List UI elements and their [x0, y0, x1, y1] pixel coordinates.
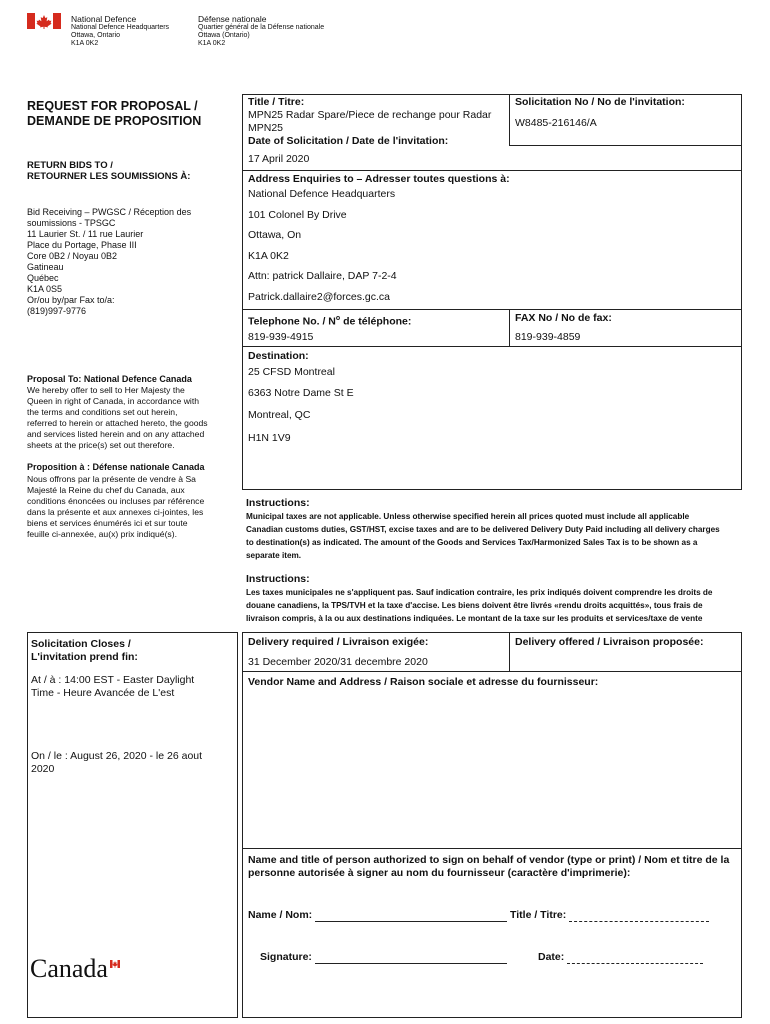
- date-of-solicitation-label: Date of Solicitation / Date de l'invitation:: [248, 135, 449, 147]
- destination-line: Montreal, QC: [248, 409, 311, 421]
- destination-line: 6363 Notre Dame St E: [248, 387, 354, 399]
- proposal-to-fr-heading: Proposition à : Défense nationale Canada: [27, 462, 205, 472]
- fax-value: 819-939-4859: [515, 331, 581, 343]
- telephone-label-post: de téléphone:: [340, 315, 412, 328]
- destination-label: Destination:: [248, 350, 309, 362]
- delivery-required-value: 31 December 2020/31 decembre 2020: [248, 656, 428, 668]
- title-label: Title / Titre:: [248, 96, 305, 108]
- enquiries-line: National Defence Headquarters: [248, 188, 396, 200]
- solicitation-number-value: W8485-216146/A: [515, 117, 597, 129]
- closing-date: On / le : August 26, 2020 - le 26 aout 2020: [31, 750, 203, 775]
- header-en-dept: National Defence: [71, 14, 137, 24]
- enquiries-line: 101 Colonel By Drive: [248, 209, 347, 221]
- header-en-line: Ottawa, Ontario: [71, 32, 121, 39]
- closing-time: At / à : 14:00 EST - Easter Daylight Time - Heure Avancée de L'est: [31, 674, 195, 699]
- telephone-label: [248, 313, 411, 328]
- header-fr-line: Quartier général de la Défense nationale: [198, 24, 325, 31]
- header-en-line: National Defence Headquarters: [71, 24, 170, 31]
- instructions-en-label: Instructions:: [246, 497, 310, 509]
- destination-line: 25 CFSD Montreal: [248, 366, 335, 378]
- name-label: Name / Nom:: [248, 909, 313, 921]
- canada-wordmark-text: Canada: [30, 954, 108, 983]
- title-value: MPN25 Radar Spare/Piece de rechange pour Radar MPN25: [248, 109, 492, 134]
- telephone-label-pre: Telephone No. / N: [248, 315, 336, 328]
- delivery-offered-label: Delivery offered / Livraison proposée:: [515, 636, 704, 648]
- address-enquiries-label: Address Enquiries to – Adresser toutes questions à:: [248, 173, 510, 185]
- instructions-en-text: Municipal taxes are not applicable. Unless otherwise specified herein all prices quoted must include all applicable Canadian customs duties, GST/HST, excise taxes and are to be delivered Delivery Duty Paid including all delivery charges to destination(s) as indicated. The amount of the Goods and Services Tax/Harmonized Sales Tax is to be shown as a separate item.: [246, 512, 720, 560]
- name-input-line[interactable]: [315, 910, 507, 922]
- telephone-label-sup: o: [335, 315, 341, 322]
- delivery-required-label: Delivery required / Livraison exigée:: [248, 636, 429, 648]
- solicitation-closes-heading: Solicitation Closes / L'invitation prend fin:: [31, 638, 138, 663]
- proposal-to-fr-text: Nous offrons par la présente de vendre à Sa Majesté la Reine du chef du Canada, aux conditions énoncées ou incluses par référence dans la présente et aux annexes ci-jointes, les biens et services énumérés ici et sur toute feuille ci-annexée, au(x) prix indiqué(s).: [27, 474, 205, 539]
- rfp-title: REQUEST FOR PROPOSAL / DEMANDE DE PROPOSITION: [27, 99, 202, 128]
- destination-line: H1N 1V9: [248, 432, 291, 444]
- proposal-to-en-heading: Proposal To: National Defence Canada: [27, 374, 192, 384]
- signature-label: Signature:: [260, 951, 312, 963]
- signature-input-line[interactable]: [315, 952, 507, 964]
- vendor-name-address-label: Vendor Name and Address / Raison sociale et adresse du fournisseur:: [248, 676, 599, 688]
- proposal-to-en-text: We hereby offer to sell to Her Majesty the Queen in right of Canada, in accordance with the terms and conditions set out herein, referred to herein or attached hereto, the goods and services listed herein and on any attached sheets at the price(s) set out therefore.: [27, 385, 208, 450]
- instructions-fr-label: Instructions:: [246, 573, 310, 585]
- fax-label: FAX No / No de fax:: [515, 312, 612, 324]
- instructions-fr-text: Les taxes municipales ne s'appliquent pas. Sauf indication contraire, les prix indiqués doivent comprendre les droits de douane canadiens, la TPS/TVH et la taxe d'accise. Les biens doivent être livrés «rendu droits acquittés», tous frais de livraison compris, à la ou aux destinations indiquées. Le montant de la taxe sur les produits et services/taxe de vente: [246, 588, 713, 623]
- header-fr-line: Ottawa (Ontario): [198, 32, 250, 39]
- header-fr-dept: Défense nationale: [198, 14, 267, 24]
- canada-wordmark: [30, 954, 108, 984]
- title-label-2: Title / Titre:: [510, 909, 567, 921]
- date-input-line[interactable]: [567, 952, 703, 964]
- signature-field-row: [260, 951, 507, 964]
- return-bids-heading: RETURN BIDS TO / RETOURNER LES SOUMISSIONS À:: [27, 160, 191, 182]
- date-label-2: Date:: [538, 951, 565, 963]
- title-input-line[interactable]: [569, 910, 709, 922]
- name-field-row: [248, 909, 709, 922]
- authorized-person-label: Name and title of person authorized to sign on behalf of vendor (type or print) / Nom et titre de la personne autorisée à signer au nom du fournisseur (caractère d'imprimerie):: [248, 854, 730, 879]
- date-field-row: [538, 951, 703, 964]
- date-of-solicitation-value: 17 April 2020: [248, 153, 310, 165]
- header-fr-block: [198, 14, 324, 48]
- header-en-line: K1A 0K2: [71, 40, 99, 47]
- telephone-value: 819-939-4915: [248, 331, 314, 343]
- header-en-block: [71, 14, 169, 48]
- enquiries-line: Ottawa, On: [248, 229, 302, 241]
- header-fr-line: K1A 0K2: [198, 40, 226, 47]
- bid-receiving-address: Bid Receiving – PWGSC / Réception des soumissions - TPSGC 11 Laurier St. / 11 rue Laurier Place du Portage, Phase III Core 0B2 / Noyau 0B2 Gatineau Québec K1A 0S5 Or/ou by/par Fax to/a: (819)997-9776: [27, 207, 192, 316]
- enquiries-email: Patrick.dallaire2@forces.gc.ca: [248, 291, 390, 303]
- canada-flag-icon: [27, 13, 61, 29]
- solicitation-number-label: Solicitation No / No de l'invitation:: [515, 96, 685, 108]
- wordmark-flag-icon: [110, 960, 120, 968]
- enquiries-line: Attn: patrick Dallaire, DAP 7-2-4: [248, 270, 397, 282]
- enquiries-line: K1A 0K2: [248, 250, 289, 262]
